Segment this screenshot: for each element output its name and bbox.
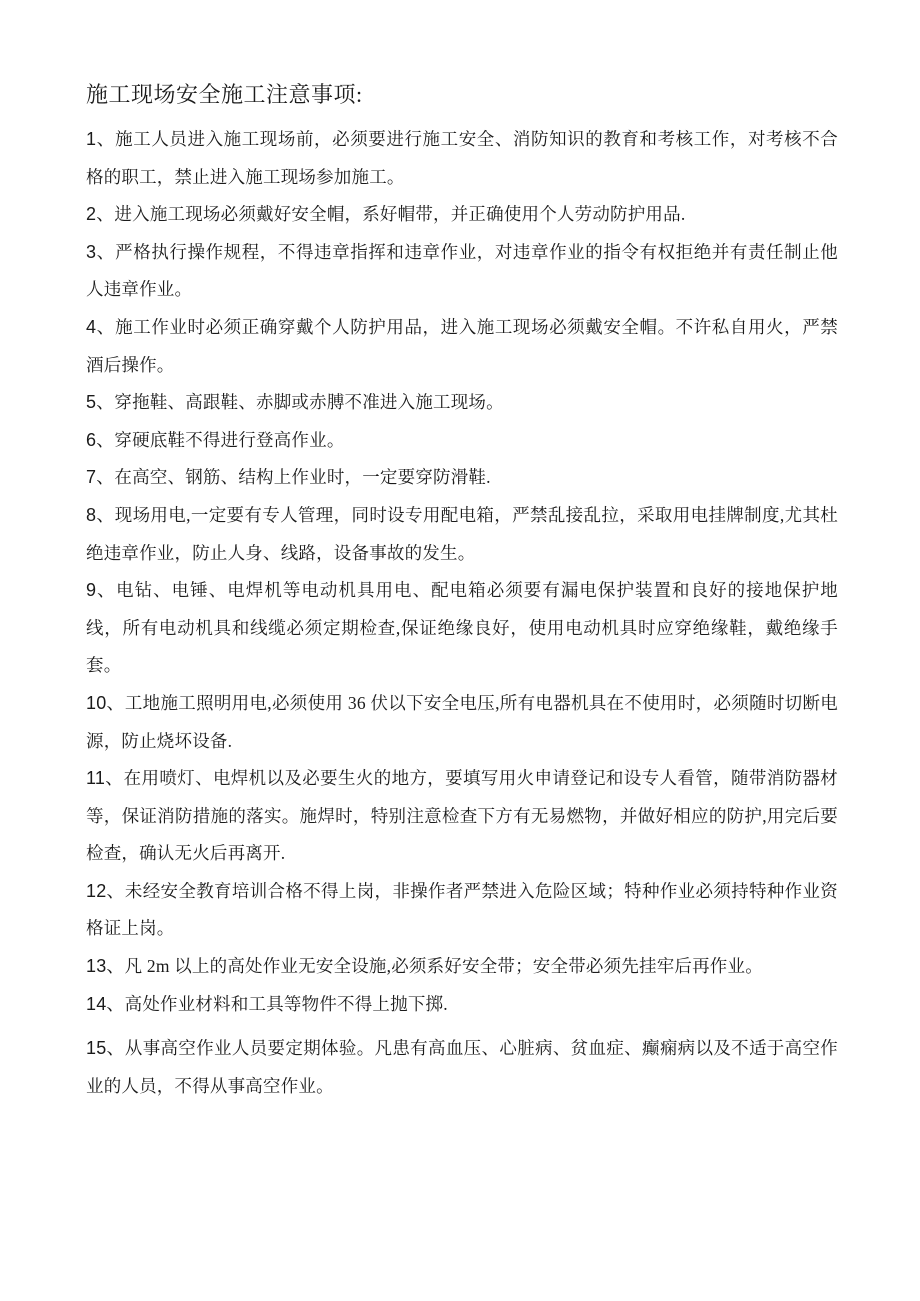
- item-number: 9、: [86, 580, 117, 601]
- item-text: 从事高空作业人员要定期体验。凡患有高血压、心脏病、贫血症、癫痫病以及不适于高空作业的人员，不得从事高空作业。: [86, 1038, 839, 1096]
- item-text: 施工作业时必须正确穿戴个人防护用品，进入施工现场必须戴安全帽。不许私自用火，严禁酒后操作。: [86, 316, 838, 375]
- item-text: 在高空、钢筋、结构上作业时，一定要穿防滑鞋.: [114, 467, 491, 488]
- safety-item: [86, 873, 838, 948]
- item-text: 施工人员进入施工现场前，必须要进行施工安全、消防知识的教育和考核工作，对考核不合格的职工，禁止进入施工现场参加施工。: [86, 129, 838, 187]
- item-number: 6、: [86, 429, 115, 450]
- safety-item: [86, 234, 838, 309]
- document-content: [86, 78, 838, 1105]
- item-text: 进入施工现场必须戴好安全帽，系好帽带，并正确使用个人劳动防护用品.: [114, 204, 686, 225]
- safety-item: [86, 497, 838, 572]
- item-number: 10、: [86, 692, 125, 713]
- item-number: 2、: [86, 204, 115, 225]
- safety-item: [86, 572, 838, 685]
- item-text: 穿硬底鞋不得进行登高作业。: [114, 429, 345, 450]
- safety-item: [86, 196, 838, 234]
- item-number: 4、: [86, 316, 116, 337]
- safety-item: [86, 986, 838, 1024]
- item-number: 8、: [86, 504, 115, 525]
- item-text: 穿拖鞋、高跟鞋、赤脚或赤膊不准进入施工现场。: [114, 392, 504, 413]
- safety-item: [86, 384, 838, 422]
- item-number: 14、: [86, 993, 125, 1014]
- safety-item: [86, 760, 838, 873]
- item-text: 在用喷灯、电焊机以及必要生火的地方，要填写用火申请登记和设专人看管，随带消防器材等，保证消防措施的落实。施焊时，特别注意检查下方有无易燃物，并做好相应的防护,用完后要检查，确认无火后再离开.: [86, 768, 838, 864]
- item-number: 12、: [86, 880, 125, 901]
- item-number: 1、: [86, 129, 116, 149]
- item-text: 电钻、电锤、电焊机等电动机具用电、配电箱必须要有漏电保护装置和良好的接地保护地线，所有电动机具和线缆必须定期检查,保证绝缘良好，使用电动机具时应穿绝缘鞋，戴绝缘手套。: [86, 580, 838, 676]
- safety-item: [86, 422, 838, 460]
- safety-item: [86, 1030, 838, 1105]
- item-number: 5、: [86, 392, 115, 413]
- item-number: 3、: [86, 241, 116, 262]
- document-title: 施工现场安全施工注意事项:: [86, 82, 363, 107]
- safety-item: [86, 685, 838, 760]
- item-text: 严格执行操作规程，不得违章指挥和违章作业，对违章作业的指令有权拒绝并有责任制止他人违章作业。: [86, 241, 838, 300]
- item-text: 凡 2m 以上的高处作业无安全设施,必须系好安全带；安全带必须先挂牢后再作业。: [124, 956, 763, 977]
- item-number: 7、: [86, 467, 115, 488]
- item-number: 13、: [86, 956, 125, 977]
- safety-item: [86, 948, 838, 986]
- item-text: 未经安全教育培训合格不得上岗，非操作者严禁进入危险区域；特种作业必须持特种作业资格证上岗。: [86, 880, 839, 939]
- safety-item: [86, 121, 838, 196]
- item-text: 现场用电,一定要有专人管理，同时设专用配电箱，严禁乱接乱拉，采取用电挂牌制度,尤其杜绝违章作业，防止人身、线路，设备事故的发生。: [86, 504, 838, 563]
- safety-item: [86, 309, 838, 384]
- item-number: 15、: [86, 1038, 125, 1059]
- item-text: 工地施工照明用电,必须使用 36 伏以下安全电压,所有电器机具在不使用时，必须随时切断电源，防止烧坏设备.: [86, 692, 838, 751]
- item-text: 高处作业材料和工具等物件不得上抛下掷.: [124, 993, 448, 1014]
- item-number: 11、: [86, 768, 124, 789]
- safety-item: [86, 459, 838, 497]
